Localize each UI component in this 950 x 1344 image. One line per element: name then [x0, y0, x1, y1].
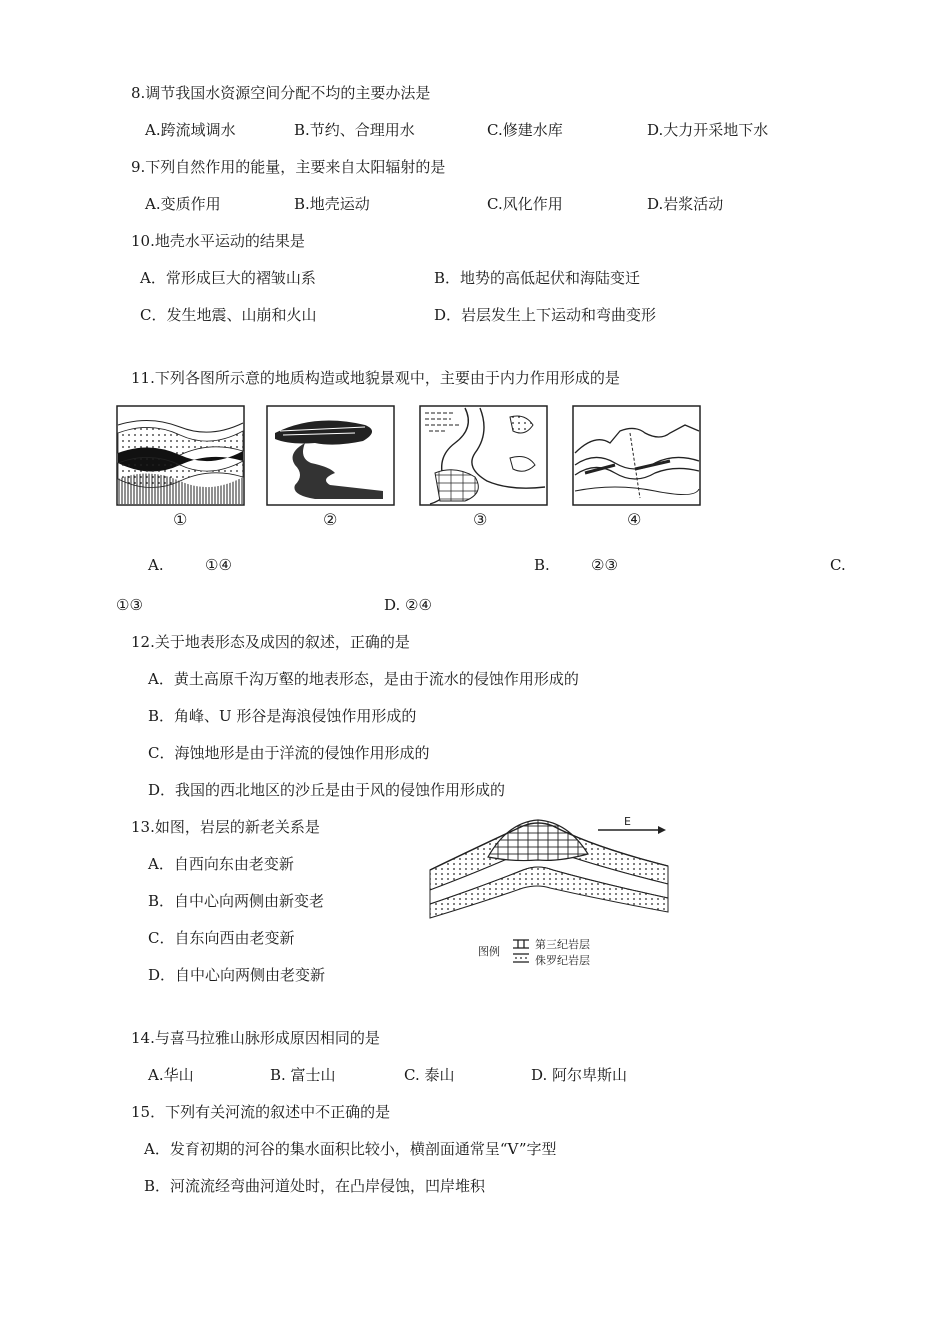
q8-option-b: B.节约、合理用水: [294, 121, 415, 139]
q10-option-b: B．地势的高低起伏和海陆变迁: [434, 269, 641, 287]
q14-stem: 14.与喜马拉雅山脉形成原因相同的是: [131, 1029, 380, 1047]
q13-option-d: D．自中心向两侧由老变新: [148, 966, 326, 984]
q9-option-b: B.地壳运动: [294, 195, 370, 213]
legend-tertiary-label: 第三纪岩层: [535, 938, 590, 951]
q12-option-a: A．黄土高原千沟万壑的地表形态，是由于流水的侵蚀作用形成的: [148, 670, 579, 688]
legend-jurassic-symbol: [513, 954, 529, 962]
q9-option-d: D.岩浆活动: [647, 195, 724, 213]
q13-option-c: C．自东向西由老变新: [148, 929, 295, 947]
fold-strata-panel: [117, 406, 244, 505]
fig-label-1: ①: [173, 510, 188, 529]
q13-stem: 13.如图，岩层的新老关系是: [131, 818, 320, 836]
q13-strata-figure: [428, 812, 673, 972]
q12-option-b: B．角峰、U 形谷是海浪侵蚀作用形成的: [148, 707, 417, 725]
q15-option-b: B．河流流经弯曲河道处时，在凸岸侵蚀，凹岸堆积: [144, 1177, 486, 1195]
q11-option-a-letter: A.: [148, 556, 164, 574]
east-arrow-label: E: [624, 815, 631, 828]
q13-option-b: B．自中心向两侧由新变老: [148, 892, 325, 910]
q10-option-d: D．岩层发生上下运动和弯曲变形: [434, 306, 657, 324]
q14-option-c: C. 泰山: [404, 1066, 455, 1084]
q14-option-a: A.华山: [148, 1066, 194, 1084]
q11-option-b-letter: B.: [534, 556, 550, 574]
fig-label-3: ③: [473, 510, 488, 529]
q15-stem: 15．下列有关河流的叙述中不正确的是: [131, 1103, 391, 1121]
q11-figure-strip: [115, 403, 705, 533]
q12-option-c: C．海蚀地形是由于洋流的侵蚀作用形成的: [148, 744, 430, 762]
q11-option-a-value: ①④: [205, 556, 232, 574]
q11-option-d: D. ②④: [384, 596, 432, 614]
q11-option-c-value: ①③: [116, 596, 143, 614]
q8-option-a: A.跨流域调水: [145, 121, 236, 139]
q9-stem: 9.下列自然作用的能量，主要来自太阳辐射的是: [131, 158, 446, 176]
q14-option-b: B. 富士山: [270, 1066, 336, 1084]
delta-landscape-panel: [420, 406, 547, 505]
q12-stem: 12.关于地表形态及成因的叙述，正确的是: [131, 633, 410, 651]
q8-option-c: C.修建水库: [487, 121, 563, 139]
q15-option-a: A．发育初期的河谷的集水面积比较小，横剖面通常呈“V”字型: [144, 1140, 557, 1158]
q10-stem: 10.地壳水平运动的结果是: [131, 232, 305, 250]
fig-label-4: ④: [627, 510, 642, 529]
q8-option-d: D.大力开采地下水: [647, 121, 769, 139]
legend-jurassic-label: 侏罗纪岩层: [535, 954, 590, 967]
q8-stem: 8.调节我国水资源空间分配不均的主要办法是: [131, 84, 431, 102]
fig-label-2: ②: [323, 510, 338, 529]
q14-option-d: D. 阿尔卑斯山: [531, 1066, 628, 1084]
legend-tertiary-symbol: [513, 940, 529, 948]
q10-option-c: C．发生地震、山崩和火山: [140, 306, 317, 324]
q9-option-c: C.风化作用: [487, 195, 563, 213]
q13-option-a: A．自西向东由老变新: [148, 855, 294, 873]
q10-option-a: A．常形成巨大的褶皱山系: [140, 269, 316, 287]
q9-option-a: A.变质作用: [145, 195, 221, 213]
fault-strata-panel: [573, 406, 700, 505]
q11-stem: 11.下列各图所示意的地质构造或地貌景观中，主要由于内力作用形成的是: [131, 369, 620, 387]
q11-option-c-letter: C.: [830, 556, 846, 574]
mushroom-rock-panel: [267, 406, 394, 505]
legend-title: 图例: [478, 945, 500, 958]
q11-option-b-value: ②③: [591, 556, 618, 574]
q12-option-d: D．我国的西北地区的沙丘是由于风的侵蚀作用形成的: [148, 781, 506, 799]
